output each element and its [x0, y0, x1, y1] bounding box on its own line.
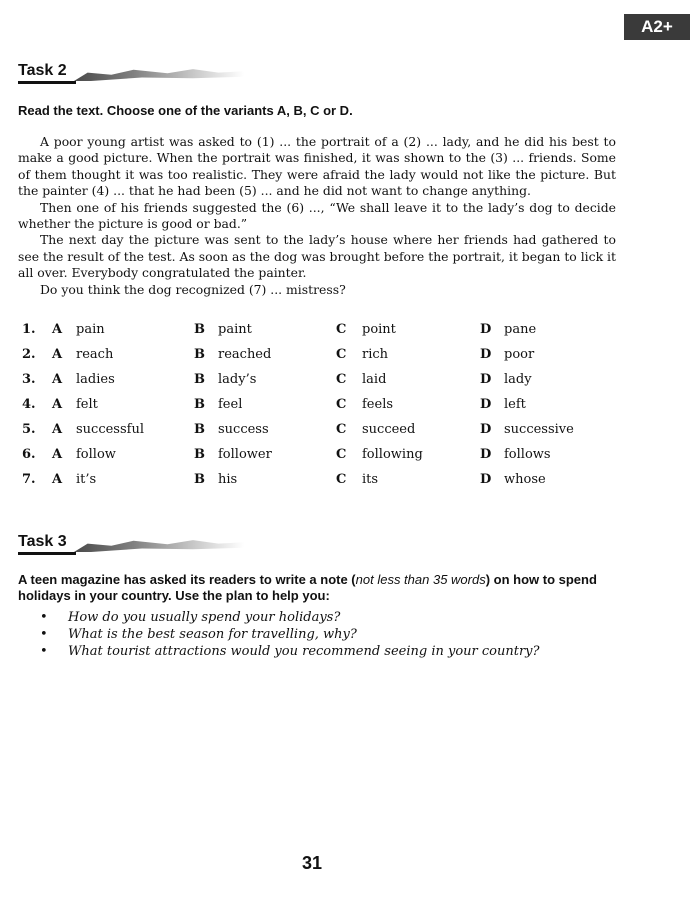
option-letter-d: D [480, 322, 492, 337]
option-b: follower [218, 447, 272, 462]
option-letter-a: A [52, 322, 63, 337]
option-c: point [362, 322, 396, 337]
answer-row-4 [18, 397, 658, 422]
passage-paragraph-3: The next day the picture was sent to the lady’s house where her friends had gathered to see the result of the test. As soon as the dog was brought before the portrait, it began to lick it all over. Everybody congratulated the painter. [18, 232, 616, 281]
option-letter-b: B [194, 322, 205, 337]
option-d: left [504, 397, 526, 412]
passage-paragraph-1: A poor young artist was asked to (1) ... the portrait of a (2) ... lady, and he did his best to make a good picture. When the portrait was finished, it was shown to the (3) ... friends. Some of them thought it was too realistic. They were afraid the lady would not like the picture. But the painter (4) ... that he had been (5) ... and he did not want to change anything. [18, 134, 616, 199]
task2-instruction: Read the text. Choose one of the variants A, B, C or D. [18, 103, 353, 118]
plan-list [40, 609, 540, 660]
option-a: successful [76, 422, 144, 437]
option-d: whose [504, 472, 546, 487]
option-letter-b: B [194, 422, 205, 437]
answer-options [18, 322, 658, 497]
option-letter-c: C [336, 472, 347, 487]
option-letter-d: D [480, 447, 492, 462]
question-number: 1. [22, 322, 36, 337]
option-a: felt [76, 397, 98, 412]
option-letter-a: A [52, 372, 63, 387]
plan-item [40, 626, 540, 643]
plan-item [40, 643, 540, 660]
option-letter-d: D [480, 422, 492, 437]
question-number: 4. [22, 397, 36, 412]
option-letter-b: B [194, 447, 205, 462]
option-letter-c: C [336, 447, 347, 462]
option-letter-d: D [480, 372, 492, 387]
answer-row-6 [18, 447, 658, 472]
option-letter-c: C [336, 372, 347, 387]
option-c: feels [362, 397, 394, 412]
task3-instruction [18, 572, 628, 604]
plan-item-text: How do you usually spend your holidays? [68, 610, 341, 625]
option-letter-d: D [480, 347, 492, 362]
option-letter-b: B [194, 347, 205, 362]
option-letter-c: C [336, 422, 347, 437]
option-c: following [362, 447, 423, 462]
question-number: 6. [22, 447, 36, 462]
task2-header [18, 62, 318, 86]
option-letter-a: A [52, 422, 63, 437]
option-a: reach [76, 347, 114, 362]
option-c: its [362, 472, 379, 487]
option-letter-c: C [336, 397, 347, 412]
level-badge: A2+ [624, 14, 690, 40]
answer-row-7 [18, 472, 658, 497]
task2-title: Task 2 [18, 62, 67, 79]
task3-instruction-start: A teen magazine has asked its readers to write a note ( [18, 572, 356, 587]
bullet-icon: • [40, 627, 48, 642]
bullet-icon: • [40, 644, 48, 659]
option-letter-c: C [336, 322, 347, 337]
passage-paragraph-4: Do you think the dog recognized (7) ... mistress? [40, 281, 346, 297]
option-letter-a: A [52, 397, 63, 412]
task3-word-count-note: not less than 35 words [355, 572, 486, 587]
option-letter-a: A [52, 447, 63, 462]
option-letter-d: D [480, 397, 492, 412]
option-b: lady’s [218, 372, 257, 387]
option-d: successive [504, 422, 574, 437]
option-a: it’s [76, 472, 97, 487]
question-number: 2. [22, 347, 36, 362]
task3-instruction-end: ) on how to spend holidays in your country. Use the plan to help you: [18, 572, 597, 603]
option-c: succeed [362, 422, 416, 437]
passage-paragraph-2: Then one of his friends suggested the (6) ..., “We shall leave it to the lady’s dog to decide whether the picture is good or bad.” [18, 199, 616, 232]
task2-underline [18, 81, 76, 84]
answer-row-1 [18, 322, 658, 347]
option-letter-a: A [52, 347, 63, 362]
task2-decoration [74, 67, 244, 81]
option-c: rich [362, 347, 389, 362]
option-d: lady [504, 372, 532, 387]
option-letter-b: B [194, 372, 205, 387]
option-b: feel [218, 397, 243, 412]
answer-row-5 [18, 422, 658, 447]
plan-item-text: What is the best season for travelling, why? [68, 627, 357, 642]
page-number: 31 [301, 853, 323, 873]
bullet-icon: • [40, 610, 48, 625]
option-b: reached [218, 347, 272, 362]
task2-passage [18, 134, 616, 298]
option-c: laid [362, 372, 387, 387]
plan-item-text: What tourist attractions would you recommend seeing in your country? [68, 644, 540, 659]
option-a: pain [76, 322, 105, 337]
option-d: pane [504, 322, 537, 337]
option-b: paint [218, 322, 252, 337]
task3-title: Task 3 [18, 533, 67, 550]
question-number: 3. [22, 372, 36, 387]
option-letter-d: D [480, 472, 492, 487]
option-d: poor [504, 347, 535, 362]
question-number: 5. [22, 422, 36, 437]
answer-row-2 [18, 347, 658, 372]
option-letter-b: B [194, 472, 205, 487]
option-letter-c: C [336, 347, 347, 362]
task3-decoration [74, 538, 244, 552]
task3-underline [18, 552, 76, 555]
plan-item [40, 609, 540, 626]
option-d: follows [504, 447, 551, 462]
answer-row-3 [18, 372, 658, 397]
question-number: 7. [22, 472, 36, 487]
option-letter-b: B [194, 397, 205, 412]
task3-header [18, 533, 318, 557]
option-a: ladies [76, 372, 115, 387]
option-letter-a: A [52, 472, 63, 487]
option-b: his [218, 472, 238, 487]
option-a: follow [76, 447, 116, 462]
option-b: success [218, 422, 269, 437]
